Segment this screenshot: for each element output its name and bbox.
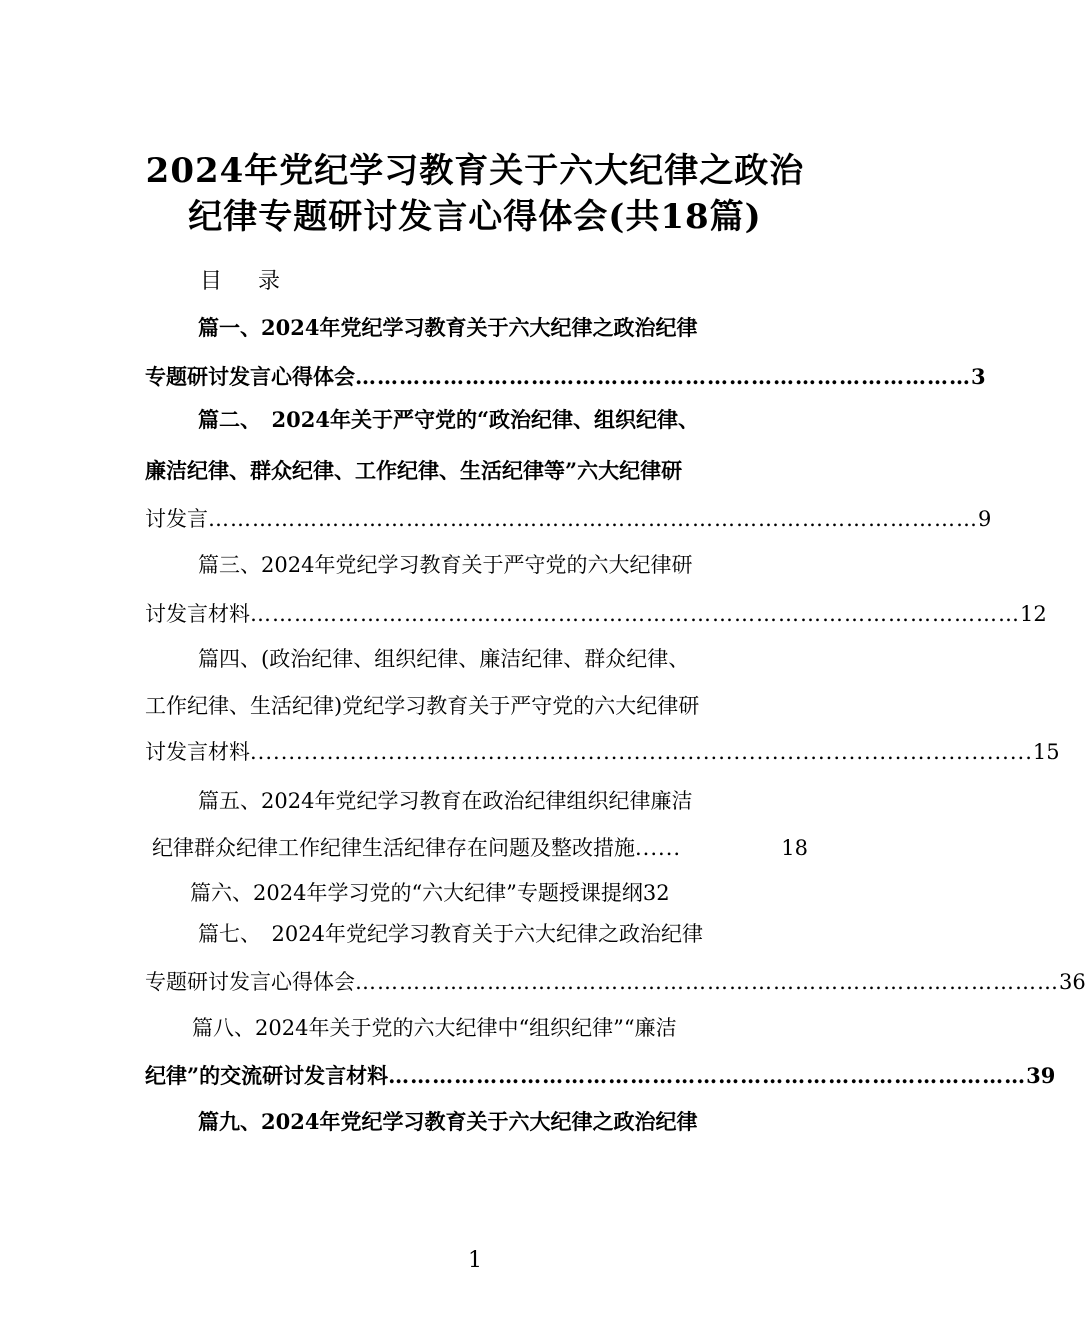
toc-entry-8-line-1[interactable]: 篇八、2024年关于党的六大纪律中“组织纪律”“廉洁: [192, 1016, 677, 1040]
document-title-line-1: 2024年党纪学习教育关于六大纪律之政治: [145, 151, 805, 191]
toc-leader-dots: ......: [635, 836, 682, 860]
toc-page-number: 39: [1026, 1063, 1056, 1088]
toc-page-number: 3: [971, 364, 986, 389]
toc-entry-text: 讨发言: [145, 507, 208, 531]
toc-entry-text: 篇六、2024年学习党的“六大纪律”专题授课提纲: [190, 881, 643, 905]
toc-entry-6[interactable]: [190, 879, 810, 907]
toc-page-number: 36: [1059, 970, 1086, 994]
toc-entry-7-last[interactable]: [145, 968, 1086, 996]
toc-entry-8-last[interactable]: [145, 1062, 1056, 1090]
toc-leader-dots: ……………………………………………………………………………………: [355, 970, 1059, 994]
toc-entry-4-last[interactable]: [145, 738, 1060, 766]
page-number: 1: [468, 1248, 482, 1273]
toc-entry-2-line-2[interactable]: 廉洁纪律、群众纪律、工作纪律、生活纪律等”六大纪律研: [145, 458, 683, 483]
toc-page-number: 12: [1020, 602, 1047, 626]
toc-entry-1-line-1[interactable]: 篇一、2024年党纪学习教育关于六大纪律之政治纪律: [198, 315, 698, 340]
toc-leader-dots: ……………………………………………………………………………………………: [250, 602, 1020, 626]
toc-heading-char-1: 目: [200, 269, 223, 294]
toc-entry-text: 讨发言材料: [145, 740, 250, 764]
toc-leader-dots: ……………………………………………………………………………: [388, 1063, 1027, 1088]
toc-page-number: 18: [781, 836, 808, 860]
toc-entry-3-last[interactable]: [145, 600, 1047, 628]
toc-entry-text: 纪律群众纪律工作纪律生活纪律存在问题及整改措施: [152, 836, 635, 860]
document-title-line-2: 纪律专题研讨发言心得体会(共18篇): [188, 197, 762, 237]
toc-entry-text: 讨发言材料: [145, 602, 250, 626]
toc-entry-4-line-1[interactable]: 篇四、(政治纪律、组织纪律、廉洁纪律、群众纪律、: [198, 647, 690, 671]
toc-page-number: 32: [642, 881, 670, 905]
toc-leader-dots: ......................................................................................................: [250, 740, 1033, 764]
toc-leader-dots: …………………………………………………………………………: [355, 364, 971, 389]
toc-entry-5-last[interactable]: [152, 834, 808, 862]
toc-entry-3-line-1[interactable]: 篇三、2024年党纪学习教育关于严守党的六大纪律研: [198, 553, 693, 577]
toc-entry-text: 纪律”的交流研讨发言材料: [145, 1063, 389, 1088]
toc-entry-2-last[interactable]: [145, 505, 992, 533]
toc-leader-dots: ……………………………………………………………………………………………: [208, 507, 978, 531]
toc-entry-2-line-1[interactable]: 篇二、 2024年关于严守党的“政治纪律、组织纪律、: [198, 407, 700, 432]
toc-entry-4-line-2[interactable]: 工作纪律、生活纪律)党纪学习教育关于严守党的六大纪律研: [145, 694, 700, 718]
toc-entry-text: 专题研讨发言心得体会: [145, 364, 355, 389]
toc-heading-char-2: 录: [258, 269, 281, 294]
toc-page-number: 9: [978, 507, 992, 531]
toc-entry-7-line-1[interactable]: 篇七、 2024年党纪学习教育关于六大纪律之政治纪律: [198, 922, 703, 946]
toc-entry-text: 专题研讨发言心得体会: [145, 970, 355, 994]
toc-heading: [200, 268, 280, 296]
toc-entry-9-line-1[interactable]: 篇九、2024年党纪学习教育关于六大纪律之政治纪律: [198, 1109, 698, 1134]
toc-entry-5-line-1[interactable]: 篇五、2024年党纪学习教育在政治纪律组织纪律廉洁: [198, 789, 693, 813]
toc-page-number: 15: [1032, 740, 1060, 764]
toc-entry-1-last[interactable]: [145, 363, 986, 391]
